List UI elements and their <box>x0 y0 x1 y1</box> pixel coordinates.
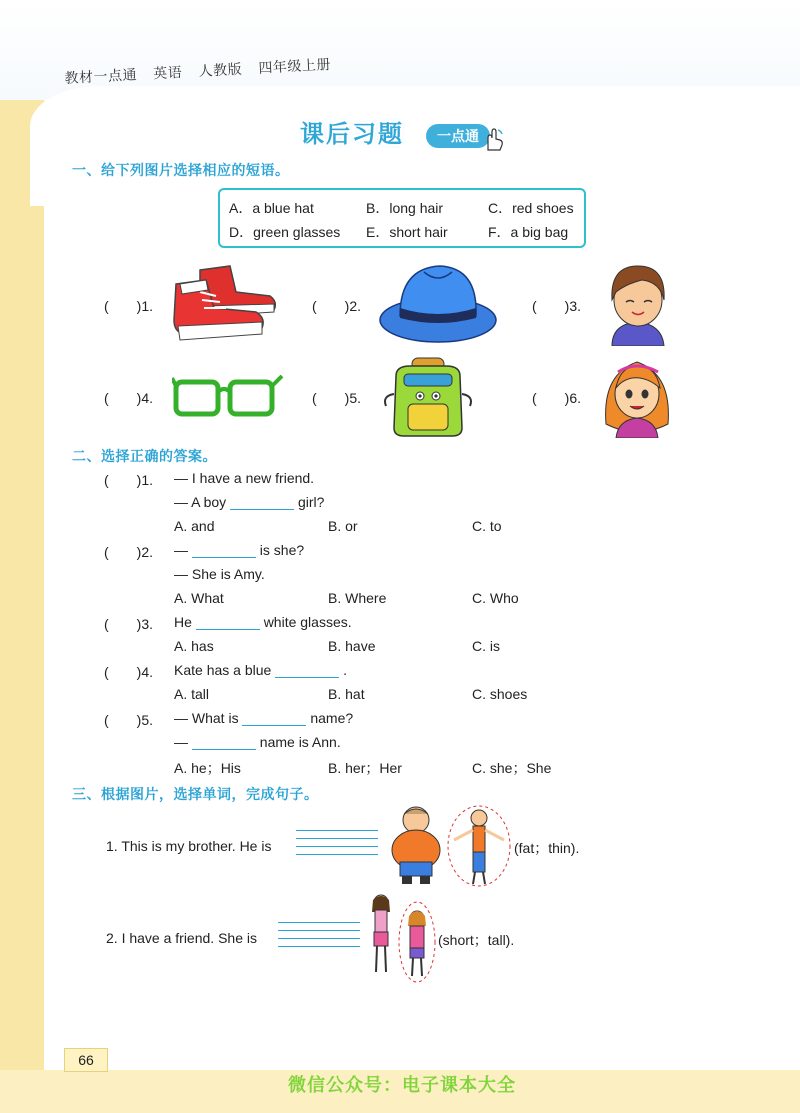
pic-item-2[interactable]: ( )2. <box>312 298 361 314</box>
section2-title: 二、选择正确的答案。 <box>72 448 217 464</box>
boy-short-hair-image <box>602 262 672 346</box>
s1-sentence: 1. This is my brother. He is <box>106 838 272 854</box>
q1-number[interactable]: ( )1. <box>104 472 153 488</box>
pic-item-1[interactable]: ( )1. <box>104 298 153 314</box>
thin-boy-image <box>446 804 512 888</box>
header-subject: 英语 <box>152 63 183 82</box>
s1-word-choices: (fat；thin). <box>514 840 580 856</box>
fat-boy-image <box>388 804 444 886</box>
q5-answer-blank-1[interactable] <box>242 711 306 726</box>
section-banner <box>300 114 500 154</box>
banner-title: 课后习题 <box>300 121 404 148</box>
q4-line1 <box>174 662 347 678</box>
q5-number[interactable]: ( )5. <box>104 712 153 728</box>
q4-choice-a[interactable]: A. tall <box>174 686 210 702</box>
tall-girl-image <box>364 892 398 976</box>
header-edition: 人教版 <box>198 60 243 79</box>
q5-choice-a[interactable]: A. he；His <box>174 760 241 776</box>
left-margin-strip <box>0 100 44 1113</box>
pic-item-4[interactable]: ( )4. <box>104 390 153 406</box>
option-b: B．long hair <box>366 200 444 216</box>
q2-number[interactable]: ( )2. <box>104 544 153 560</box>
q2-line1 <box>174 542 304 558</box>
q5-answer-blank-2[interactable] <box>192 735 256 750</box>
q2-choice-b[interactable]: B. Where <box>328 590 387 606</box>
q2-choice-a[interactable]: A. What <box>174 590 224 606</box>
option-e: E．short hair <box>366 224 448 240</box>
banner-tag: 一点通 <box>426 124 490 148</box>
section3-title: 三、根据图片，选择单词，完成句子。 <box>72 786 319 802</box>
option-d: D．green glasses <box>229 224 341 240</box>
q5-line2-post: name is Ann. <box>259 734 341 750</box>
q1-choice-b[interactable]: B. or <box>328 518 358 534</box>
pic-item-3[interactable]: ( )3. <box>532 298 581 314</box>
blue-hat-image <box>378 262 500 344</box>
q3-choice-a[interactable]: A. has <box>174 638 214 654</box>
q1-line2-post: girl? <box>297 494 325 510</box>
pic-item-6[interactable]: ( )6. <box>532 390 581 406</box>
girl-long-hair-image <box>602 354 672 438</box>
q3-line1-pre: He <box>174 614 192 630</box>
q4-line1-post: . <box>343 662 347 678</box>
q4-number[interactable]: ( )4. <box>104 664 153 680</box>
q5-choice-b[interactable]: B. her；Her <box>328 760 402 776</box>
option-a: A．a blue hat <box>229 200 314 216</box>
q1-choice-c[interactable]: C. to <box>472 518 502 534</box>
q2-answer-blank[interactable] <box>192 543 256 558</box>
q2-choice-c[interactable]: C. Who <box>472 590 519 606</box>
q5-line1 <box>174 710 353 726</box>
phrase-options-box <box>218 188 586 248</box>
s2-answer-lines[interactable] <box>278 922 360 954</box>
short-girl-image <box>398 900 436 984</box>
red-shoes-image <box>170 262 280 344</box>
green-glasses-image <box>172 370 284 420</box>
q2-line2: — She is Amy. <box>174 566 265 582</box>
q1-line2-pre: — A boy <box>174 494 227 510</box>
q3-choice-c[interactable]: C. is <box>472 638 500 654</box>
q1-line1: — I have a new friend. <box>174 470 315 486</box>
q5-line1-post: name? <box>310 710 354 726</box>
q2-line1-pre: — <box>174 542 188 558</box>
q5-line1-pre: — What is <box>174 710 239 726</box>
pointing-hand-icon <box>482 128 504 152</box>
option-f: F．a big bag <box>488 224 569 240</box>
q5-line2-pre: — <box>174 734 188 750</box>
section1-title: 一、给下列图片选择相应的短语。 <box>72 162 290 178</box>
page-number: 66 <box>64 1048 108 1072</box>
footer-watermark: 微信公众号：电子课本大全 <box>288 1075 516 1095</box>
s2-sentence: 2. I have a friend. She is <box>106 930 257 946</box>
q5-line2 <box>174 734 341 750</box>
q1-line2 <box>174 494 324 510</box>
option-c: C．red shoes <box>488 200 574 216</box>
q3-answer-blank[interactable] <box>196 615 260 630</box>
big-bag-image <box>380 356 476 440</box>
q4-choice-b[interactable]: B. hat <box>328 686 365 702</box>
header-grade: 四年级上册 <box>258 56 332 76</box>
pic-item-5[interactable]: ( )5. <box>312 390 361 406</box>
s1-answer-lines[interactable] <box>296 830 378 862</box>
q3-choice-b[interactable]: B. have <box>328 638 376 654</box>
q3-number[interactable]: ( )3. <box>104 616 153 632</box>
q3-line1-post: white glasses. <box>263 614 352 630</box>
q2-line1-post: is she? <box>259 542 305 558</box>
q4-answer-blank[interactable] <box>275 663 339 678</box>
header-book: 教材一点通 <box>64 66 138 86</box>
s2-word-choices: (short；tall). <box>438 932 515 948</box>
q4-choice-c[interactable]: C. shoes <box>472 686 528 702</box>
q5-choice-c[interactable]: C. she；She <box>472 760 552 776</box>
q1-choice-a[interactable]: A. and <box>174 518 215 534</box>
q3-line1 <box>174 614 352 630</box>
q1-answer-blank[interactable] <box>230 495 294 510</box>
q4-line1-pre: Kate has a blue <box>174 662 272 678</box>
